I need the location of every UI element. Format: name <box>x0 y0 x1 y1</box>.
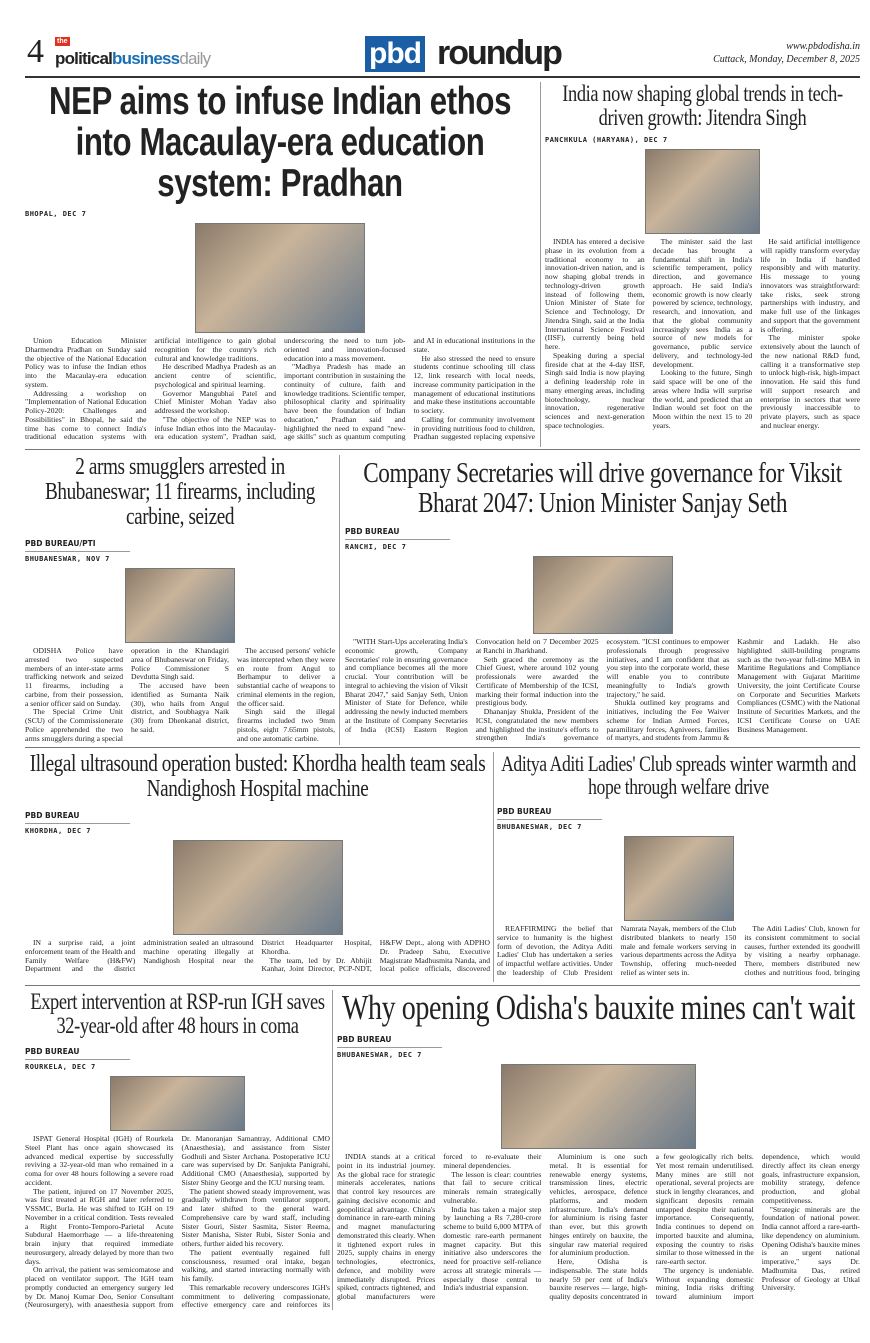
article-paragraph: "WITH Start-Ups accelerating India's economic growth, Company Secretaries' role in ensuring governance and compliance becomes all the more crucial. Your contribution will be integral to achieving the vision of Viksit Bharat 2047," said Sanjay Seth, Union Minister of State for Defence, while addressing the newly inducted members at the Institute of Company Secretaries of India (ICSI) Eastern Region Convocation held on 7 December 2025 at Ranchi in Jharkhand. <box>345 637 599 734</box>
article-photo <box>501 1064 696 1149</box>
article-paragraph: On arrival, the patient was semicomatose and placed on ventilator support. The IGH team promptly conducted an emergency surgery led by Dr. Manoj Kumar Deo, Senior Consultant (Neurosurgery), with anaesthesia support from Dr. Manoranjan Samantray, Additional CMO (Anaesthesia), and assistance from Sister Godhuli and Sister Archana. Postoperative ICU care was supervised by Dr. Sanjukta Panigrahi, Additional CMO (Anaesthesia), supported by Sister Shiny George and the ICU nursing team. <box>25 1134 330 1310</box>
article-paragraph: The patient eventually regained full consciousness, resumed oral intake, began walking, and started interacting normally with his family. <box>181 1247 330 1283</box>
website-link[interactable]: www.pbdodisha.in <box>786 41 860 52</box>
divider <box>25 449 860 450</box>
article-photo <box>173 840 343 935</box>
article-paragraph: He said artificial intelligence will rapidly transform everyday life in India if handled responsibly and with maturity. His message to young innovators was straightforward: take risks, seek strong partnerships with industry, and make full use of the linkages and support that the government is offering. <box>760 237 860 334</box>
headline-wrapper <box>25 455 335 533</box>
article-paragraph: INDIA has entered a decisive phase in its evolution from a traditional economy to an innovation-driven nation, and is now shaping global trends in technology-driven growth instead of following them, Union Minister of State for Science and Technology, Dr Jitendra Singh, said at the India International Science Festival (IISF), currently being held here. <box>545 237 645 351</box>
article <box>25 455 335 745</box>
article-headline[interactable]: India now shaping global trends in tech-driven growth: Jitendra Singh <box>562 82 843 131</box>
issue-date: Cuttack, Monday, December 8, 2025 <box>713 54 860 65</box>
article-body <box>345 556 860 745</box>
dateline: BHUBANESWAR, DEC 7 <box>497 823 582 831</box>
dateline: BHUBANESWAR, DEC 7 <box>337 1051 422 1059</box>
article-headline[interactable]: Aditya Aditi Ladies' Club spreads winter warmth and hope through welfare drive <box>501 752 856 800</box>
headline-wrapper <box>497 752 860 801</box>
divider <box>25 747 860 748</box>
article-headline[interactable]: Expert intervention at RSP-run IGH saves 32-year-old after 48 hours in coma <box>30 990 325 1039</box>
article <box>497 752 860 982</box>
article-paragraph: The minister said the last decade has brought a fundamental shift in India's scientific temperament, policy direction, and governance approach. He said India's economic growth is now clearly powered by science, technology, research, and innovation, and that the global community increasingly sees India as a source of new models for governance, public service delivery, and technology-led development. <box>652 237 753 369</box>
article-paragraph: He described Madhya Pradesh as an ancient centre of scientific, psychological and spiritual learning. <box>154 362 276 389</box>
article <box>545 82 860 447</box>
byline: PBD BUREAU <box>497 804 602 820</box>
headline-wrapper <box>337 990 860 1029</box>
article-photo <box>624 836 734 921</box>
article-body <box>25 840 490 982</box>
byline: PBD BUREAU <box>25 808 130 824</box>
article-paragraph: India has taken a major step by launching a Rs 7,280-crore scheme to build 6,000 MTPA of domestic rare-earth permanent magnet capacity. But this initiative also underscores the need for proactive self-reliance across all strategic minerals — especially those central to India's industrial expansion. <box>443 1204 542 1293</box>
section-name: roundup <box>437 34 561 72</box>
article-paragraph: The Aditi Ladies' Club, known for its consistent commitment to social causes, further extended its goodwill by visiting a nearby orphanage. There, members distributed new clothes and nutritious food, bringing <box>744 924 860 977</box>
article-paragraph: Governor Mangubhai Patel and Chief Minister Mohan Yadav also addressed the workshop. <box>154 388 276 415</box>
article-paragraph: Aluminium is one such metal. It is essential for renewable energy systems, transmission lines, electric vehicles, aerospace, defence platforms, and modern infrastructure. India's demand for aluminium is rising faster than ever, but this growth hinges entirely on bauxite, the singular raw material required for aluminium production. <box>549 1152 648 1258</box>
article-photo <box>645 149 760 234</box>
article-paragraph: He also stressed the need to ensure students continue schooling till class 12, link research with local needs, increase community participation in the management of educational institutions and make these institutions accountable to society. <box>413 353 535 415</box>
article-paragraph: The patient showed steady improvement, was gradually withdrawn from ventilator support, and later shifted to the general ward. Comprehensive care by ward staff, including Sister Gouri, Sister Sasmita, Sister Reema, Sister Manisha, Sister Rubi, Sister Sonia and others, further aided his recovery. <box>181 1186 330 1248</box>
masthead-info <box>713 40 860 66</box>
article <box>345 458 860 745</box>
article-body <box>337 1064 860 1310</box>
divider <box>25 985 860 986</box>
article-headline[interactable]: Why opening Odisha's bauxite mines can't wait <box>341 990 856 1027</box>
article-photo <box>533 556 673 634</box>
dateline: KHORDHA, DEC 7 <box>25 827 92 835</box>
divider <box>493 752 494 982</box>
article-photo <box>125 568 235 643</box>
article-headline[interactable]: Illegal ultrasound operation busted: Khordha health team seals Nandighosh Hospital machine <box>29 752 486 803</box>
article-body <box>25 223 535 447</box>
article-paragraph: The minister spoke extensively about the launch of the new national R&D fund, calling it a transformative step to unlock high-risk, high-impact innovation. He said this fund will support research and enterprise in sectors that were previously inaccessible to private players, such as space and nuclear energy. <box>760 333 860 430</box>
article-paragraph: Union Education Minister Dharmendra Pradhan on Sunday said the objective of the National Education Policy was to infuse the Indian ethos into the Macaulay-era education system. <box>25 336 147 389</box>
article-paragraph: This remarkable recovery underscores IGH's commitment to delivering compassionate, effective emergency care and reinforces its <box>181 1282 330 1310</box>
byline: PBD BUREAU <box>345 524 450 540</box>
article-paragraph: The accused persons' vehicle was intercepted when they were en route from Angul to Berhampur to deliver a substantial cache of weapons to criminal elements in the region, the officer said. <box>237 646 335 708</box>
newspaper-logo <box>55 49 210 69</box>
divider <box>540 82 541 447</box>
dateline: ROURKELA, DEC 7 <box>25 1063 96 1071</box>
article-paragraph: Dhananjay Shukla, President of the ICSI, congratulated the new members and highlighted the institute's efforts to strengthen India's governance ecosystem. "ICSI continues to empower professionals through progressive initiatives, and I am confident that as you step into the corporate world, these will enable you to contribute meaningfully to India's growth trajectory," he said. <box>475 637 730 743</box>
article-paragraph: Addressing a workshop on "Implementation of National Education Policy-2020: Challenges and Possibilities" in Bhopal, he said the time has come to connect India's traditional education systems with artificial intelligence to gain global recognition for the country's rich cultural and knowledge traditions. <box>25 336 276 442</box>
dateline: BHUBANESWAR, NOV 7 <box>25 555 110 563</box>
divider <box>332 990 333 1310</box>
article-paragraph: The team, led by Dr. Abhijit Kanhar, Joint Director, PCP-NDT, H&FW Dept., along with ADPHO Dr. Pradeep Sahu, Executive Magistrate Madhusmita Nanda, and local police officials, discovered <box>261 938 490 974</box>
logo-political: political <box>55 49 113 68</box>
article-paragraph: IN a surprise raid, a joint enforcement team of the Health and Family Welfare (H&FW) Department and the district administration sealed an ultrasound machine operating illegally at Nandighosh Hospital near the District Headquarter Hospital, Khordha. <box>25 938 372 974</box>
dateline: BHOPAL, DEC 7 <box>25 210 87 218</box>
article-headline[interactable]: 2 arms smugglers arrested in Bhubaneswar; 11 firearms, including carbine, seized <box>44 455 316 531</box>
divider <box>339 455 340 745</box>
byline: PBD BUREAU <box>337 1032 442 1048</box>
masthead <box>25 32 860 78</box>
article-paragraph: The accused have been identified as Sumanta Naik (30), who hails from Angul district, and Soubhagya Naik (30) from Dhenkanal district, he said. <box>131 681 229 734</box>
article-body <box>497 836 860 982</box>
article-paragraph: "The objective of the NEP was to infuse Indian ethos into the Macaulay-era education system", Pradhan said, underscoring the need to turn job-oriented and innovation-focused education into a mass movement. <box>154 336 406 442</box>
article-headline[interactable]: Company Secretaries will drive governance for Viksit Bharat 2047: Union Minister Sanjay Seth <box>363 458 842 520</box>
byline: PBD BUREAU <box>25 1044 130 1060</box>
article-photo <box>195 223 365 333</box>
page-number: 4 <box>27 33 44 70</box>
article-paragraph: INDIA stands at a critical point in its industrial journey. As the global race for strategic minerals accelerates, nations that control key resources are gaining decisive economic and geopolitical advantage. China's dominance in rare-earth mining and magnet manufacturing demonstrated this clearly. When it tightened export rules in 2025, supply chains in energy technologies, electronics, defence, and mobility were immediately disrupted. Prices spiked, contracts tightened, and global manufacturers were forced to re-evaluate their mineral dependencies. <box>337 1152 542 1301</box>
dateline: RANCHI, DEC 7 <box>345 543 407 551</box>
article-paragraph: The Special Crime Unit (SCU) of the Commissionerate Police apprehended the two arms smugglers during a special operation in the Khandagiri area of Bhubaneswar on Friday, Police Commissioner S Devdutta Singh said. <box>25 646 229 743</box>
logo-daily: daily <box>179 49 211 68</box>
article-body <box>25 1076 330 1310</box>
article-headline[interactable]: NEP aims to infuse Indian ethos into Macaulay-era education system: Pradhan <box>48 82 512 205</box>
article-photo <box>110 1076 245 1131</box>
dateline: PANCHKULA (HARYANA), DEC 7 <box>545 136 668 144</box>
article-paragraph: Here, Odisha is indispensable. The state holds nearly 59 per cent of India's bauxite reserves — large, high-quality deposits concentrated in a few geologically rich belts. Yet most remain underutilised. Many mines are still not operational, several projects are stuck in lengthy clearances, and significant deposits remain untapped despite their national importance. Consequently, India continues to depend on imported bauxite and alumina, exposing the country to risks similar to those witnessed in the rare-earth sector. <box>549 1152 754 1301</box>
article-paragraph: Calling for community involvement in providing nutritious food to children, Pradhan suggested replacing expensive <box>413 414 535 442</box>
article-paragraph: "Strategic minerals are the foundation of national power. India cannot afford a rare-earth-like dependency on aluminium. Opening Odisha's bauxite mines is an urgent national imperative," says Dr. Madhumita Das, retired Professor of Geology at Utkal University. <box>761 1204 860 1293</box>
article <box>25 82 535 447</box>
logo-business: business <box>112 49 180 68</box>
article-paragraph: Seth graced the ceremony as the Chief Guest, where around 102 young professionals were awarded the Certificate of Membership of the ICSI, marking their formal induction into the prestigious body. <box>475 654 599 708</box>
article-paragraph: Speaking during a special fireside chat at the 4-day IISF, Singh said India is now playing a defining leadership role in many emerging areas, including biotechnology, nuclear innovation, regenerative sciences and next-generation space technologies. <box>545 350 645 430</box>
article <box>25 990 330 1310</box>
article-paragraph: ODISHA Police have arrested two suspected members of an inter-state arms trafficking network and seized 11 firearms, including a carbine, from their possession, a senior officer said on Sunday. <box>25 646 123 708</box>
article <box>25 752 490 982</box>
article-paragraph: REAFFIRMING the belief that service to humanity is the highest form of devotion, the Aditya Aditi Ladies' Club has undertaken a series of impactful welfare activities. Under the leadership of Club President Namrata Nayak, members of the Club distributed blankets to nearly 150 male and female workers serving in various departments across the Aditya Township, offering much-needed relief as winter sets in. <box>497 924 737 977</box>
article-paragraph: The lesson is clear: countries that fail to secure critical minerals remain strategically vulnerable. <box>443 1169 542 1205</box>
headline-wrapper <box>25 990 330 1041</box>
article-paragraph: The urgency is undeniable. Without expanding domestic mining, India risks drifting toward aluminium import dependence, which would directly affect its clean energy goals, infrastructure expansion, mobility strategy, defence production, and global competitiveness. <box>655 1152 860 1301</box>
article-paragraph: The patient, injured on 17 November 2025, was first treated at RGH and later referred to VSSMC, Burla. He was shifted to IGH on 19 November in a critical condition. Tests revealed a Right Fronto-Temporo-Parietal Acute Subdural Haemorrhage — a life-threatening brain injury that required immediate neurosurgery, already delayed by more than two days. <box>25 1186 174 1266</box>
article-paragraph: "Madhya Pradesh has made an important contribution in sustaining the continuity of culture, faith and knowledge traditions. Scientific temper, philosophical clarity and spirituality have been the foundation of Indian education," Pradhan said and highlighted the need to expand "new-age skills" such as quantum computing and AI in educational institutions in the state. <box>284 336 535 442</box>
article <box>337 990 860 1310</box>
headline-wrapper <box>545 82 860 133</box>
article-paragraph: Shukla outlined key programs and initiatives, including the Fee Waiver scheme for Indian Armed Forces, paramilitary forces, Agniveers, families of martyrs, and students from Jammu & Kashmir and Ladakh. He also highlighted skill-building programs such as the two-year full-time MBA in Maritime Regulations and Compliance Management with Gujarat Maritime University, the joint Certificate Course on Corporate and Securities Markets Compliances (CSMC) with the National Institute of Securities Markets, and the ICSI Certificate Course on UAE Business Management. <box>606 637 860 743</box>
headline-wrapper <box>25 82 535 207</box>
section-logo: pbd <box>365 36 425 72</box>
article-body <box>545 149 860 447</box>
article-body <box>25 568 335 745</box>
article-paragraph: ISPAT General Hospital (IGH) of Rourkela Steel Plant has once again showcased its advanced medical expertise by successfully reviving a 32-year-old man who remained in a coma for over 48 hours following a severe road accident. <box>25 1134 174 1187</box>
headline-wrapper <box>25 752 490 805</box>
headline-wrapper <box>345 458 860 521</box>
byline: PBD BUREAU/PTI <box>25 536 130 552</box>
article-paragraph: Singh said the illegal firearms included two 9mm pistols, eight 7.65mm pistols, and one automatic carbine. <box>237 707 335 743</box>
article-paragraph: Looking to the future, Singh said space will be one of the areas where India will surprise the world, and predicted that an Indian would set foot on the Moon within the next 15 to 20 years. <box>652 368 753 430</box>
logo-the: the <box>57 38 68 45</box>
